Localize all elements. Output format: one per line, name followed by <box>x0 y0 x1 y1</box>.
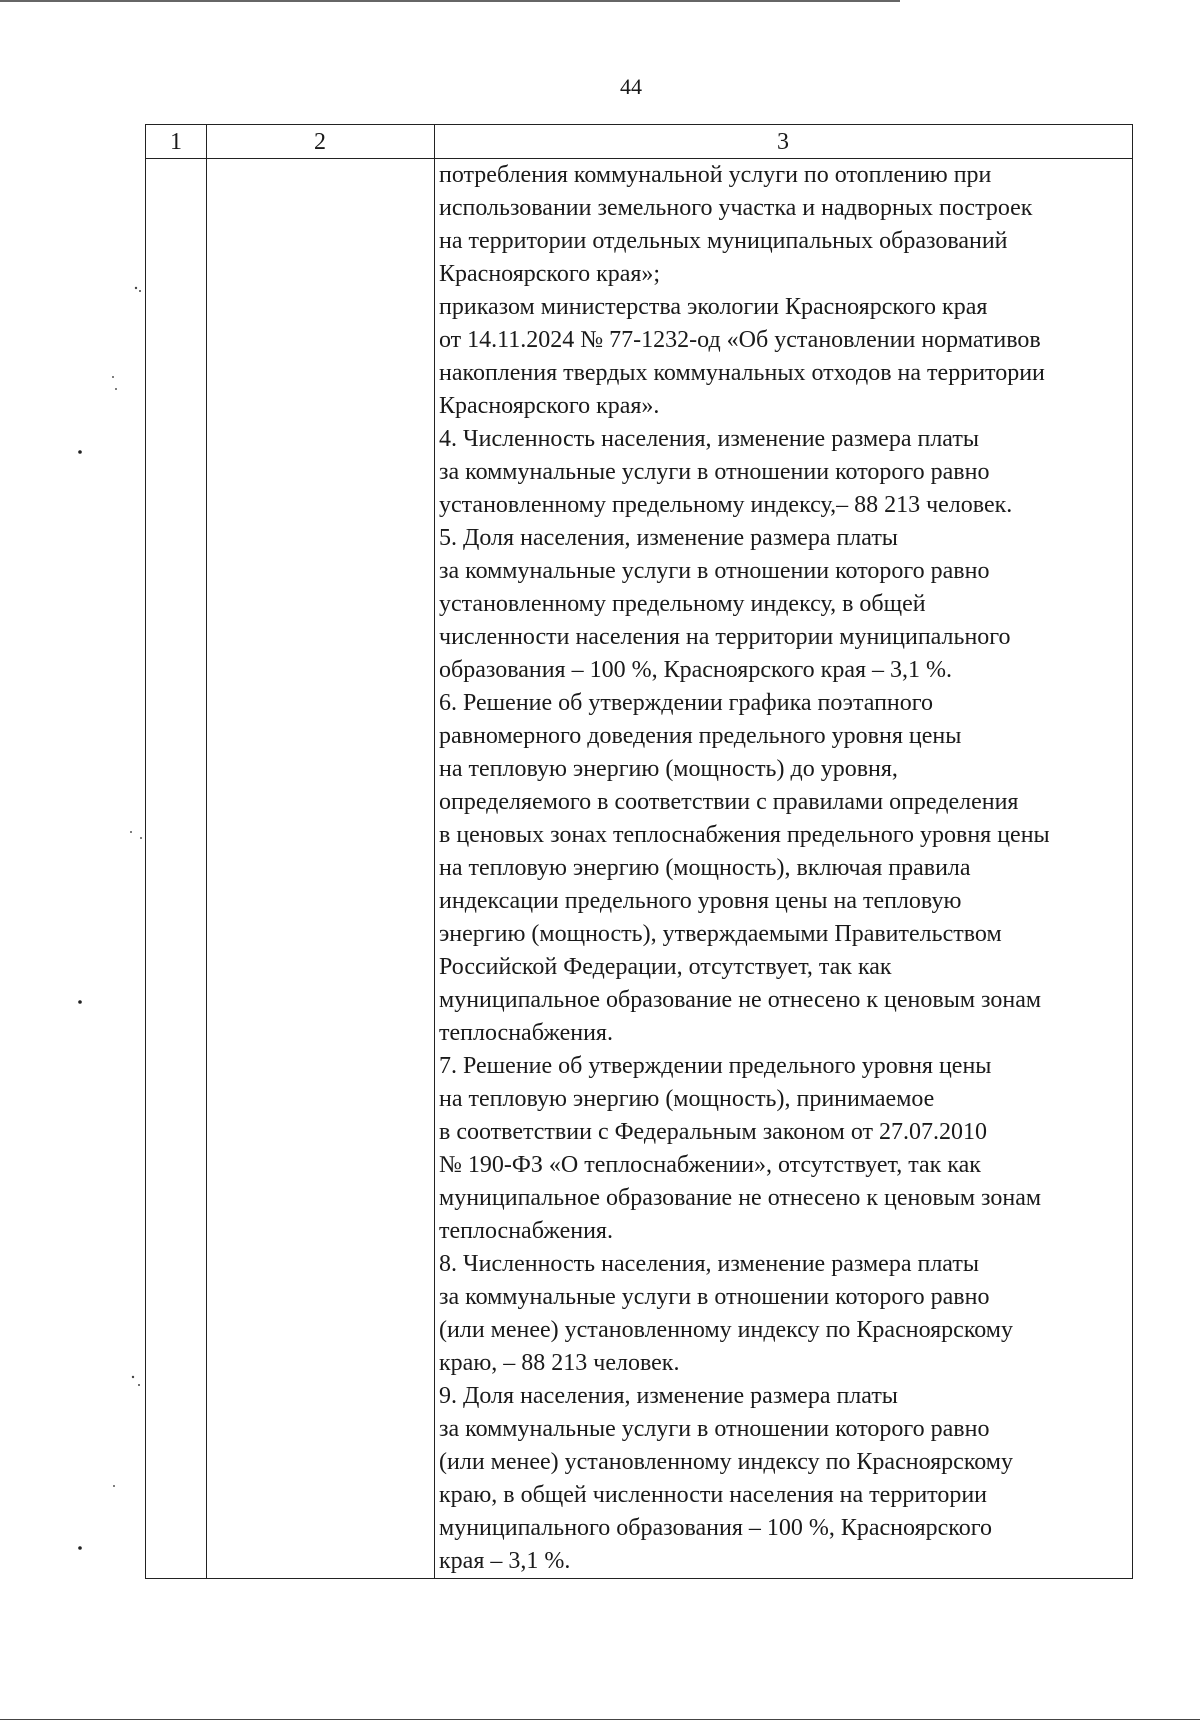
text-line: муниципальное образование не отнесено к ценовым зонам <box>439 987 1042 1013</box>
text-line: 6. Решение об утверждении графика поэтапного <box>439 690 934 716</box>
text-line: использовании земельного участка и надворных построек <box>439 195 1033 221</box>
text-line: приказом министерства экологии Красноярского края <box>439 294 988 320</box>
document-table <box>145 124 1133 1579</box>
text-line: равномерного доведения предельного уровня цены <box>439 723 962 749</box>
text-line: 4. Численность населения, изменение размера платы <box>439 426 979 452</box>
text-line: индексации предельного уровня цены на тепловую <box>439 888 962 914</box>
column-divider-1 <box>206 125 207 1578</box>
text-line: установленному предельному индексу,– 88 213 человек. <box>439 492 1013 518</box>
text-line: Красноярского края». <box>439 393 660 419</box>
text-line: краю, в общей численности населения на территории <box>439 1482 988 1508</box>
table-cell-col-3-text <box>439 159 1131 1578</box>
text-line: муниципальное образование не отнесено к ценовым зонам <box>439 1185 1042 1211</box>
text-line: накопления твердых коммунальных отходов на территории <box>439 360 1045 386</box>
text-line: на тепловую энергию (мощность) до уровня, <box>439 756 898 782</box>
text-line: энергию (мощность), утверждаемыми Правительством <box>439 921 1002 947</box>
text-line: теплоснабжения. <box>439 1020 613 1046</box>
text-line: (или менее) установленному индексу по Красноярскому <box>439 1317 1013 1343</box>
text-line: от 14.11.2024 № 77-1232-од «Об установлении нормативов <box>439 327 1041 353</box>
text-line: теплоснабжения. <box>439 1218 613 1244</box>
text-line: муниципального образования – 100 %, Красноярского <box>439 1515 992 1541</box>
text-line: в соответствии с Федеральным законом от 27.07.2010 <box>439 1119 988 1145</box>
text-line: на тепловую энергию (мощность), принимаемое <box>439 1086 935 1112</box>
text-line: краю, – 88 213 человек. <box>439 1350 680 1376</box>
page-number: 44 <box>620 74 642 99</box>
text-line: Российской Федерации, отсутствует, так как <box>439 954 892 980</box>
scan-bottom-edge <box>0 1719 1200 1720</box>
text-line: численности населения на территории муниципального <box>439 624 1011 650</box>
column-divider-2 <box>434 125 435 1578</box>
header-cell-col-3: 3 <box>777 129 789 155</box>
header-cell-col-1: 1 <box>170 129 182 155</box>
text-line: образования – 100 %, Красноярского края – 3,1 %. <box>439 657 953 683</box>
text-line: 9. Доля населения, изменение размера платы <box>439 1383 898 1409</box>
text-line: (или менее) установленному индексу по Красноярскому <box>439 1449 1013 1475</box>
text-line: на тепловую энергию (мощность), включая правила <box>439 855 971 881</box>
text-line: на территории отдельных муниципальных образований <box>439 228 1008 254</box>
text-line: за коммунальные услуги в отношении которого равно <box>439 1284 990 1310</box>
text-line: за коммунальные услуги в отношении которого равно <box>439 558 990 584</box>
text-line: края – 3,1 %. <box>439 1548 571 1574</box>
text-line: за коммунальные услуги в отношении которого равно <box>439 459 990 485</box>
text-line: Красноярского края»; <box>439 261 661 287</box>
text-line: определяемого в соответствии с правилами определения <box>439 789 1019 815</box>
text-line: в ценовых зонах теплоснабжения предельного уровня цены <box>439 822 1050 848</box>
text-line: 8. Численность населения, изменение размера платы <box>439 1251 979 1277</box>
scan-top-edge <box>0 0 900 2</box>
text-line: 5. Доля населения, изменение размера платы <box>439 525 898 551</box>
text-line: за коммунальные услуги в отношении которого равно <box>439 1416 990 1442</box>
text-line: 7. Решение об утверждении предельного уровня цены <box>439 1053 992 1079</box>
text-line: установленному предельному индексу, в общей <box>439 591 926 617</box>
table-header-row <box>146 125 1132 159</box>
text-line: потребления коммунальной услуги по отоплению при <box>439 162 992 188</box>
header-cell-col-2: 2 <box>314 129 326 155</box>
text-line: № 190-ФЗ «О теплоснабжении», отсутствует, так как <box>439 1152 981 1178</box>
